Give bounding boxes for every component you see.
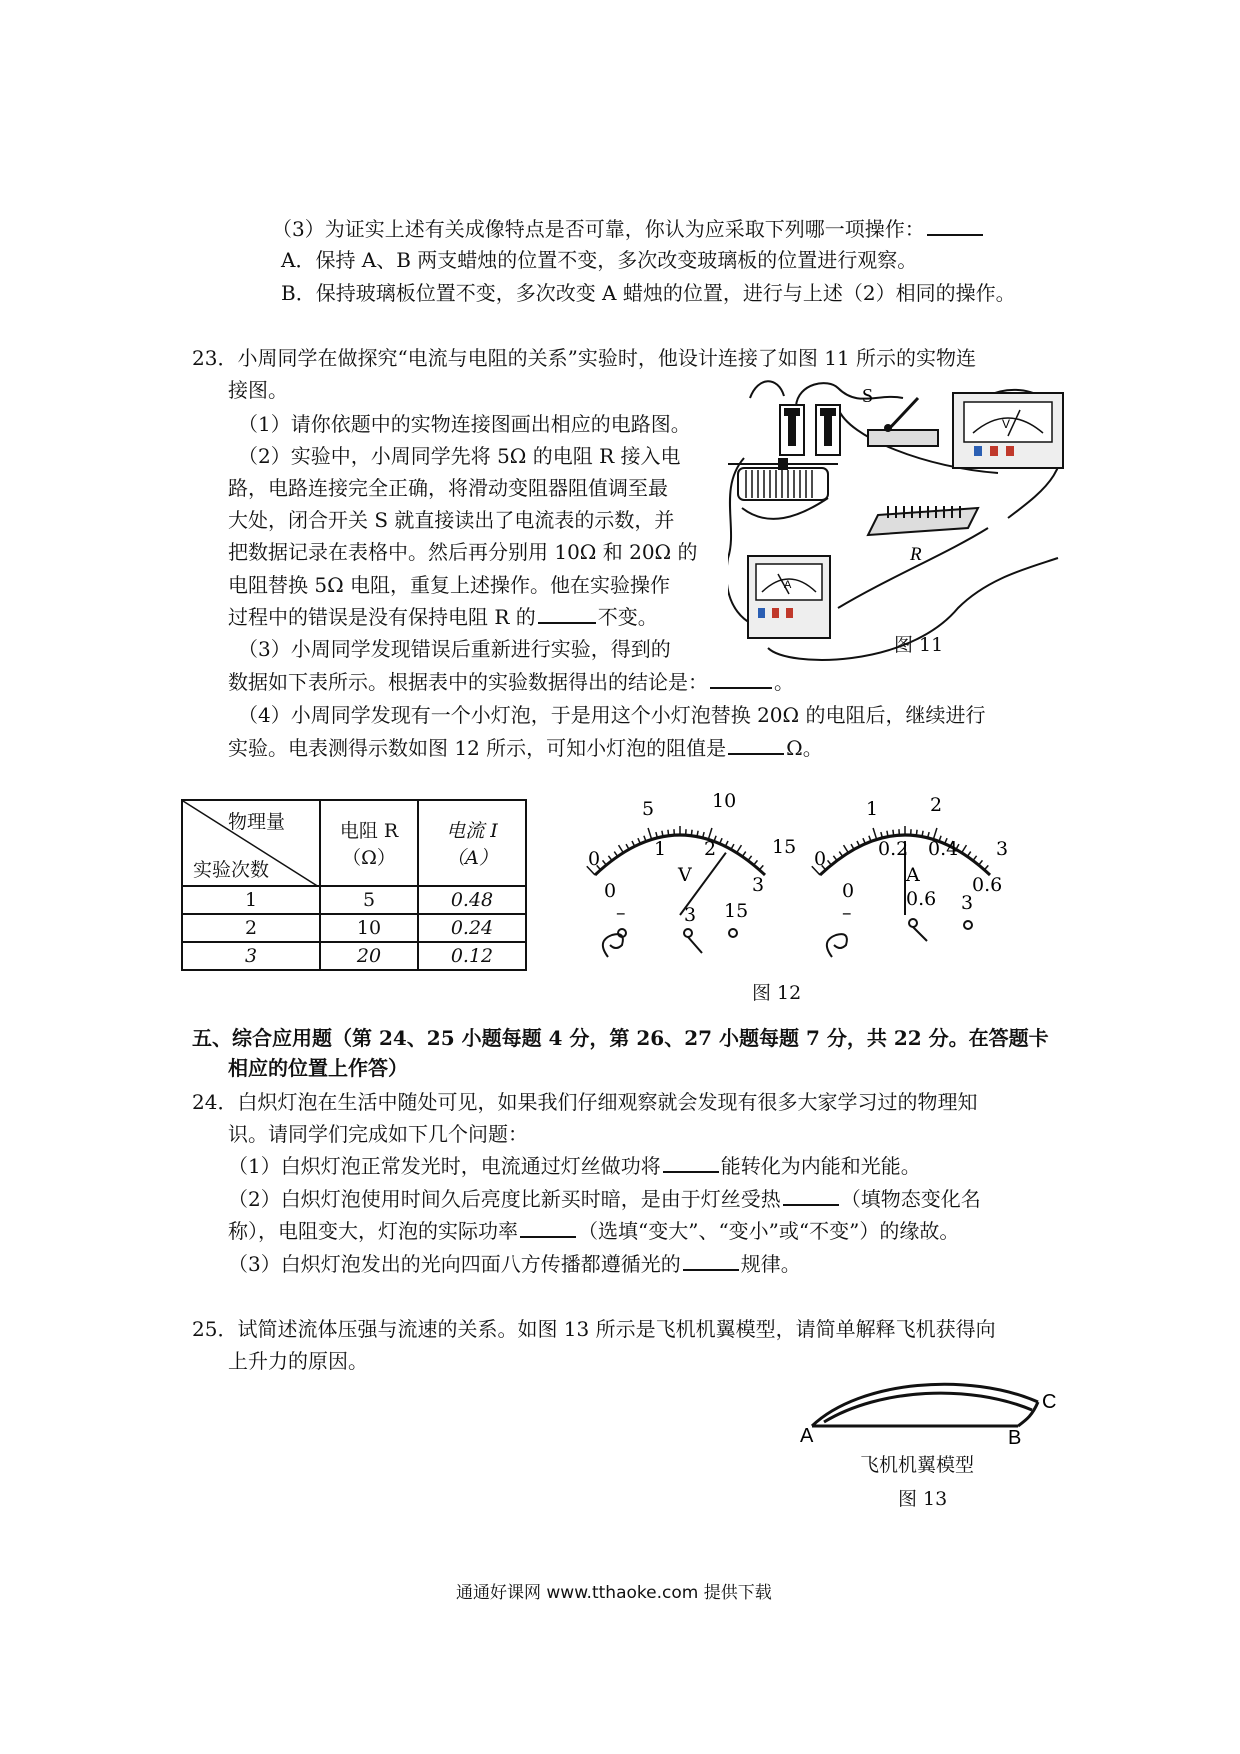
rheostat-icon [728,458,838,500]
dial-tick [668,830,669,836]
a-inner-tick: 0.6 [972,874,1003,896]
dial-tick [608,856,612,861]
q25-intro-cont: 上升力的原因。 [228,1349,368,1373]
figure-13-wing [800,1372,1060,1444]
q25-intro: 25．试简述流体压强与流速的关系。如图 13 所示是飞机机翼模型，请简单解释飞机获得向 [192,1317,996,1341]
a-terminal-label: 3 [961,892,974,914]
a-outer-tick: 2 [930,794,943,816]
dial-tick [873,828,877,839]
voltmeter-dial [587,790,796,957]
v-inner-tick: 3 [752,874,765,896]
figure-12-caption: 图 12 [752,982,802,1004]
terminal-icon [909,919,917,927]
ammeter-letter: A [784,579,792,591]
q23-part3-line2: 数据如下表所示。根据表中的实验数据得出的结论是： 。 [228,667,794,697]
dial-tick [893,830,894,836]
resistor-icon [868,506,978,535]
q24-part2: （2）白炽灯泡使用时间久后亮度比新买时暗，是由于灯丝受热 （填物态变化名 [228,1184,981,1214]
dial-tick [916,830,917,836]
table-row: 3 20 0.12 [182,942,526,970]
q22-option-a: A．保持 A、B 两支蜡烛的位置不变，多次改变玻璃板的位置进行观察。 [281,248,918,272]
section-5-title: 五、综合应用题（第 24、25 小题每题 4 分，第 26、27 小题每题 7 分，共 22 分。在答题卡 [192,1026,1049,1050]
a-inner-tick: 0.4 [928,838,959,860]
a-outer-tick: 1 [866,798,879,820]
q24-part1: （1）白炽灯泡正常发光时，电流通过灯丝做功将 能转化为内能和光能。 [228,1151,921,1181]
a-letter: A [906,864,920,886]
page-footer: 通通好课网 www.tthaoke.com 提供下载 [456,1583,772,1603]
q23-part2-line2: 路，电路连接完全正确，将滑动变阻器阻值调至最 [228,476,668,500]
wing-label-c: C [1042,1391,1057,1413]
figure-11-caption: 图 11 [894,634,944,656]
table-header-r: 电阻 R （Ω） [320,800,418,886]
wing-label-b: B [1008,1427,1022,1444]
answer-blank[interactable] [927,214,983,236]
dial-tick [603,860,607,865]
dial-tick [839,852,842,857]
dial-tick [833,856,837,861]
terminal-icon [729,929,737,937]
q24-intro-cont: 识。请同学们完成如下几个问题： [228,1122,528,1146]
dial-tick [828,860,832,865]
q24-part2-cont: 称），电阻变大，灯泡的实际功率 （选填“变大”、“变小”或“不变”）的缘故。 [228,1216,959,1246]
dial-tick [619,845,624,853]
dial-tick [962,845,967,853]
q23-part2-line5: 电阻替换 5Ω 电阻，重复上述操作。他在实验操作 [228,573,671,597]
a-outer-tick: 3 [996,838,1009,860]
figure-13-title: 飞机机翼模型 [860,1454,975,1476]
dial-tick [737,845,742,853]
q24-part3: （3）白炽灯泡发出的光向四面八方传播都遵循光的 规律。 [228,1249,801,1279]
q23-part4-line2: 实验。电表测得示数如图 12 所示，可知小灯泡的阻值是 Ω。 [228,733,823,763]
switch-icon [868,398,938,446]
wire-icon [603,934,623,957]
v-outer-tick: 5 [642,798,655,820]
ammeter-dial [812,794,1008,957]
v-terminal-label: 3 [684,904,697,926]
q23-part2-line3: 大处，闭合开关 S 就直接读出了电流表的示数，并 [228,508,675,532]
v-inner-tick: 0 [604,880,617,902]
q23-part3-line1: （3）小周同学发现错误后重新进行实验，得到的 [238,637,671,661]
table-header-i: 电流 I （A） [418,800,526,886]
dial-tick [984,865,988,870]
table-row: 2 10 0.24 [182,914,526,942]
v-outer-tick: 15 [772,836,797,858]
q24-intro: 24．白炽灯泡在生活中随处可见，如果我们仔细观察就会发现有很多大家学习过的物理知 [192,1090,978,1114]
battery-icon [780,405,840,455]
figure-11-circuit [728,378,1068,668]
answer-blank[interactable] [783,1184,839,1206]
v-inner-tick: 2 [704,838,717,860]
answer-blank[interactable] [520,1216,576,1238]
q22-option-b: B．保持玻璃板位置不变，多次改变 A 蜡烛的位置，进行与上述（2）相同的操作。 [281,281,1016,305]
dial-tick [754,860,758,865]
wire-icon [827,934,847,957]
dial-tick [742,852,745,857]
figure-13-caption: 图 13 [898,1488,948,1510]
a-terminal-label: 0.6 [906,888,937,910]
dial-tick [973,856,977,861]
terminal-icon [684,929,692,937]
v-outer-tick: 10 [712,790,737,812]
v-terminal-label: – [616,902,626,924]
section-5-title-cont: 相应的位置上作答） [228,1056,408,1080]
figure-12-meters [580,785,1040,970]
answer-blank[interactable] [663,1151,719,1173]
ammeter-icon [748,556,830,638]
q22-part3: （3）为证实上述有关成像特点是否可靠，你认为应采取下列哪一项操作： [272,214,985,244]
switch-label: S [862,385,874,407]
dial-tick [844,845,849,853]
data-table [181,799,527,971]
wing-label-a: A [800,1425,814,1444]
dial-tick [967,852,970,857]
v-terminal-label: 15 [724,900,749,922]
table-header-diagonal: 物理量 实验次数 [182,800,320,886]
answer-blank[interactable] [710,667,772,689]
q23-part1: （1）请你依题中的实物连接图画出相应的电路图。 [238,412,691,436]
resistor-label: R [910,544,922,565]
q23-intro: 23．小周同学在做探究“电流与电阻的关系”实验时，他设计连接了如图 11 所示的实物连 [192,346,977,370]
v-inner-tick: 1 [654,838,667,860]
a-inner-tick: 0.2 [878,838,909,860]
a-outer-tick: 0 [814,848,827,870]
q23-part4-line1: （4）小周同学发现有一个小灯泡，于是用这个小灯泡替换 20Ω 的电阻后，继续进行 [238,703,986,727]
a-terminal-label: – [842,902,852,924]
answer-blank[interactable] [538,602,596,624]
dial-tick [691,830,692,836]
table-row: 1 5 0.48 [182,886,526,914]
answer-blank[interactable] [728,733,784,755]
dial-tick [648,828,652,839]
dial-tick [759,865,763,870]
dial-tick [979,860,983,865]
dial-tick [614,852,617,857]
q23-part2-line6: 过程中的错误是没有保持电阻 R 的 不变。 [228,602,658,632]
v-letter: V [678,864,692,886]
a-inner-tick: 0 [842,880,855,902]
answer-blank[interactable] [683,1249,739,1271]
q23-part2-line1: （2）实验中，小周同学先将 5Ω 的电阻 R 接入电 [238,444,681,468]
terminal-icon [964,921,972,929]
dial-tick [748,856,752,861]
v-outer-tick: 0 [588,848,601,870]
q23-part2-line4: 把数据记录在表格中。然后再分别用 10Ω 和 20Ω 的 [228,540,698,564]
q23-intro-cont: 接图。 [228,378,288,402]
voltmeter-letter: V [1002,417,1011,431]
